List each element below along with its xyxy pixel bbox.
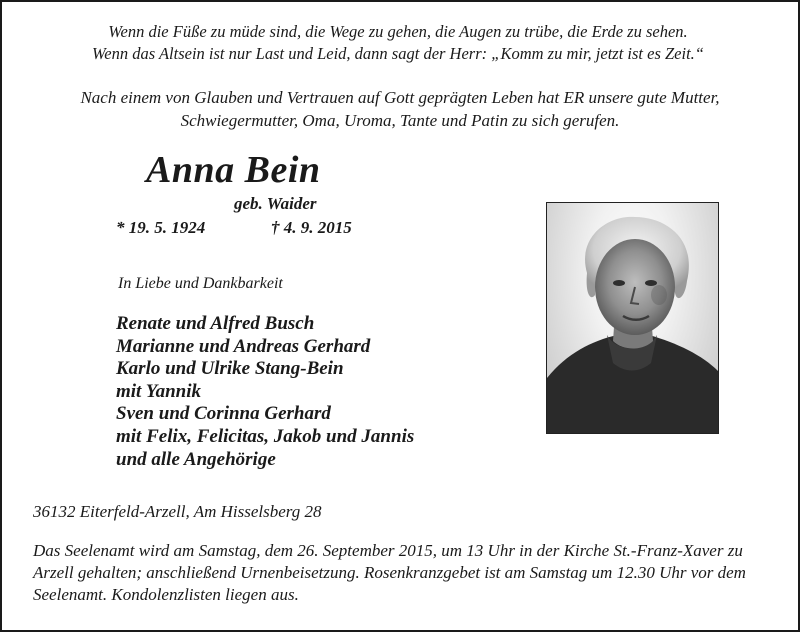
mourner-line: Karlo und Ulrike Stang-Bein [116,358,344,380]
mourner-line: Renate und Alfred Busch [116,313,315,334]
verse-line-2: Wenn das Altsein ist nur Last und Leid, dann sagt der Herr: „Komm zu mir, jetzt ist es Zeit.“ [92,44,704,63]
deceased-name: Anna Bein [146,149,321,191]
portrait-photo [546,202,719,434]
thanks-line: In Liebe und Dankbarkeit [118,275,283,292]
intro-line-2: Schwiegermutter, Oma, Uroma, Tante und Patin zu sich gerufen. [180,111,620,130]
mourners-list [116,313,414,471]
mourner-line: Marianne und Andreas Gerhard [116,335,371,357]
mourner-line: und alle Angehörige [116,448,276,470]
birth-date: * 19. 5. 1924 [116,218,206,237]
intro-line-1: Nach einem von Glauben und Vertrauen auf Gott geprägten Leben hat ER unsere gute Mutter, [80,88,720,107]
funeral-notice: Das Seelenamt wird am Samstag, dem 26. September 2015, um 13 Uhr in der Kirche St.-Franz-Xaver zu Arzell gehalten; anschließend Urnenbeisetzung. Rosenkranzgebet ist am Samstag um 12.30 Uhr vor dem Seelenamt. Kondolenzlisten liegen aus. [33,541,746,604]
mourner-line: Sven und Corinna Gerhard [116,403,331,425]
death-date: † 4. 9. 2015 [271,218,352,237]
mourner-line: mit Yannik [116,380,202,402]
mourner-line: mit Felix, Felicitas, Jakob und Jannis [116,425,415,447]
maiden-name: geb. Waider [234,194,317,213]
address: 36132 Eiterfeld-Arzell, Am Hisselsberg 28 [33,502,322,521]
portrait-illustration [547,203,718,433]
verse-line-1: Wenn die Füße zu müde sind, die Wege zu gehen, die Augen zu trübe, die Erde zu sehen. [108,22,688,41]
